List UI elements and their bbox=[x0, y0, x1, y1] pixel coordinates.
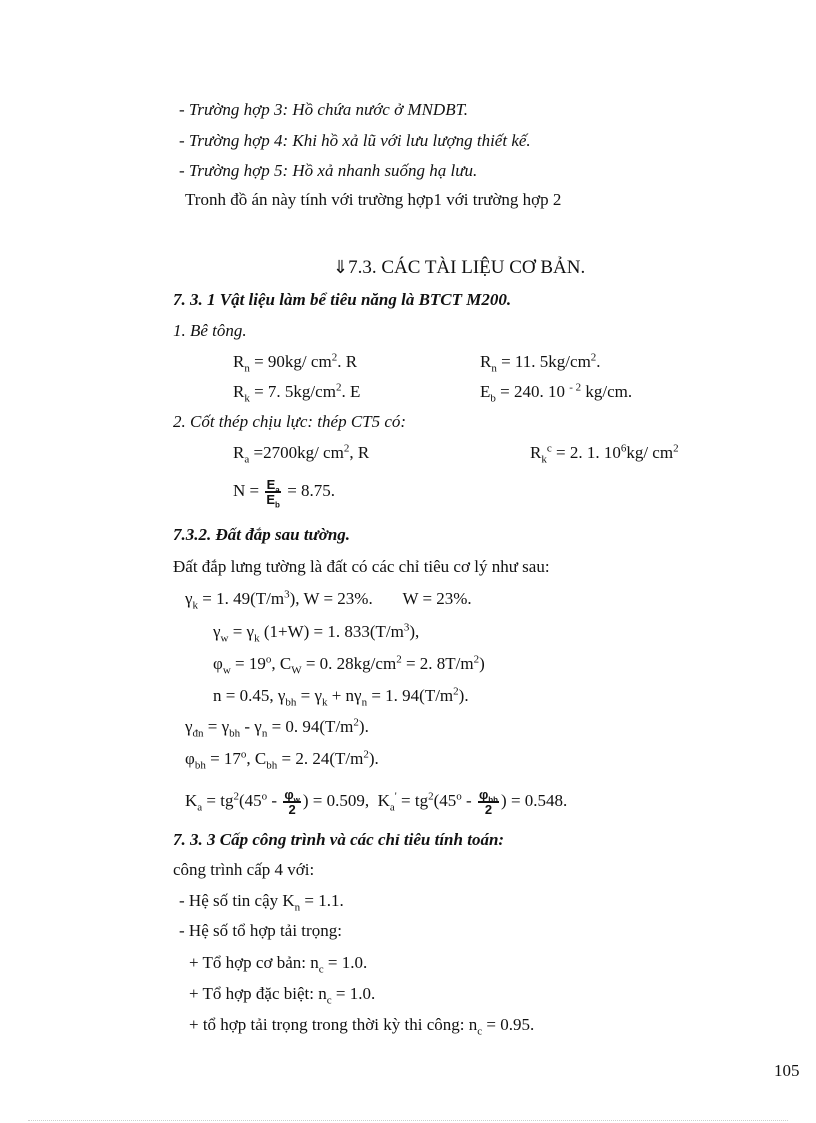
reliability-factor-value: = 1.1. bbox=[300, 891, 344, 910]
formula-ra: $R_a =2700kg/$ $cm^2$, R bbox=[233, 442, 370, 466]
formula-gamma-bh: n = 0.45, $\gamma_{bh} = \gamma_k + n\gamma_n = 1$. $94(T/m^2)$. bbox=[213, 685, 469, 709]
works-class: công trình cấp 4 với: bbox=[173, 860, 315, 879]
formula-n: N = $\frac{E_a}{E_b}$ = 8.75. bbox=[233, 477, 336, 510]
formula-gamma-k: $\gamma_k = 1$. $49(T/m^3)$, W = 23%. W = 23%. bbox=[185, 588, 472, 612]
steel-label: 2. Cốt thép chịu lực: thép CT5 có: bbox=[173, 412, 407, 431]
fraction-ea-eb: $\frac{E_a}{E_b}$ bbox=[266, 477, 280, 510]
combo-special: + Tổ hợp đặc biệt: $n_c = 1.0$. bbox=[189, 984, 376, 1007]
page-number: 105 bbox=[774, 1061, 800, 1080]
soil-intro: Đất đắp lưng tường là đất có các chỉ tiêu cơ lý như sau: bbox=[173, 557, 550, 576]
combo-construction-value: = 0.95. bbox=[482, 1015, 535, 1034]
formula-phi-bh: $\varphi_{bh} = 17^o$, $C_{bh} = 2$. $24(T/m^2)$. bbox=[185, 748, 379, 772]
scope-note: Tronh đồ án này tính với trường hợp1 với trường hợp 2 bbox=[185, 190, 562, 209]
section-title-text: 7.3. CÁC TÀI LIỆU CƠ BẢN. bbox=[348, 257, 586, 278]
formula-rn: $R_n = 90kg/$ $cm^2$. R bbox=[233, 351, 358, 375]
heading-7-3-2: 7.3.2. Đất đắp sau tường. bbox=[173, 525, 351, 544]
combo-basic-label: + Tổ hợp cơ bản: n bbox=[189, 953, 319, 972]
formula-ka: $K_a = tg^2(45^o$ - $\frac{\varphi_w}{2}$ ) = 0.509, $K_a' = tg^2(45^o$ - $\frac{\varphi_{bh}}{2}$ ) = 0.548. bbox=[185, 787, 568, 817]
section-title bbox=[333, 258, 585, 278]
formula-rkc: $R_k^c = 2$. 1. $10^6kg/$ $cm^2$ bbox=[530, 442, 679, 466]
formula-rn-2: $R_n = 11$. $5kg/cm^2$. bbox=[480, 351, 601, 375]
case-3: - Trường hợp 3: Hồ chứa nước ở MNDBT. bbox=[179, 100, 469, 119]
reliability-factor: - Hệ số tin cậy $K_n = 1.1$. bbox=[179, 891, 344, 914]
load-combination: - Hệ số tổ hợp tải trọng: bbox=[179, 921, 342, 940]
combo-special-label: + Tổ hợp đặc biệt: n bbox=[189, 984, 327, 1003]
heading-7-3-1: 7. 3. 1 Vật liệu làm bể tiêu năng là BTCT M200. bbox=[173, 290, 512, 309]
concrete-label: 1. Bê tông. bbox=[173, 321, 247, 340]
combo-basic-value: = 1.0. bbox=[323, 953, 368, 972]
combo-construction: + tổ hợp tải trọng trong thời kỳ thi công: $n_c = 0.95$. bbox=[189, 1015, 535, 1038]
case-5: - Trường hợp 5: Hồ xả nhanh suống hạ lưu. bbox=[179, 161, 478, 180]
heading-7-3-3: 7. 3. 3 Cấp công trình và các chỉ tiêu tính toán: bbox=[173, 830, 505, 849]
case-4: - Trường hợp 4: Khi hồ xả lũ với lưu lượng thiết kế. bbox=[179, 131, 531, 150]
reliability-factor-label: - Hệ số tin cậy K bbox=[179, 891, 295, 910]
fraction-phi-w: $\frac{\varphi_w}{2}$ bbox=[284, 787, 300, 817]
down-double-arrow-icon: ⇓ bbox=[333, 257, 349, 278]
combo-special-value: = 1.0. bbox=[331, 984, 376, 1003]
formula-gamma-w: $\gamma_w = \gamma_k$ (1+W) = 1. $833(T/m^3)$, bbox=[213, 621, 420, 645]
formula-gamma-dn: $\gamma_{đn} = \gamma_{bh} - \gamma_n = 0$. $94(T/m^2)$. bbox=[185, 716, 369, 740]
combo-basic: + Tổ hợp cơ bản: $n_c = 1.0$. bbox=[189, 953, 368, 976]
fraction-phi-bh: $\frac{\varphi_{bh}}{2}$ bbox=[478, 787, 499, 817]
formula-rk: $R_k = 7$. $5kg/cm^2$. E bbox=[233, 381, 361, 405]
combo-construction-label: + tổ hợp tải trọng trong thời kỳ thi công: n bbox=[189, 1015, 478, 1034]
formula-phi-w: $\varphi_w = 19^o$, $C_W = 0$. $28kg/cm^2 = 2$. $8T/m^2$) bbox=[213, 653, 485, 677]
footer-divider bbox=[28, 1120, 788, 1121]
formula-eb: $E_b = 240$. 10 $^{- 2}$ kg/cm. bbox=[480, 381, 633, 405]
